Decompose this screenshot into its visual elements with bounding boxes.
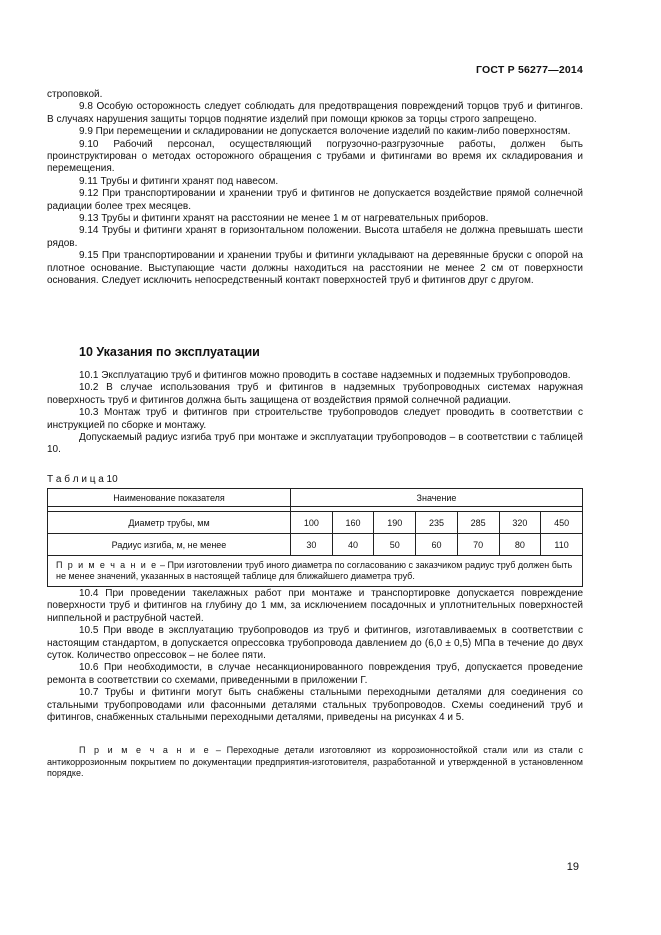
table-cell: 235 — [416, 512, 458, 534]
paragraph-9-9: 9.9 При перемещении и складировании не допускается волочение изделий по каким-либо поверхностям. — [79, 126, 571, 138]
standard-header: ГОСТ Р 56277—2014 — [475, 64, 583, 76]
header-value: Значение — [291, 489, 583, 507]
table-cell: 50 — [374, 534, 416, 556]
table-cell: 40 — [332, 534, 374, 556]
paragraph-10-7: 10.7 Трубы и фитинги могут быть снабжены стальными переходными деталями для соединения со стальными трубопроводами или фасонными деталями стальных трубопроводов. Схемы соединений труб и фитингов, снабженных стальными переходными деталями, приведены на рисунках 4 и 5. — [47, 687, 583, 724]
table-note-row — [48, 556, 583, 587]
paragraph-bend-radius: Допускаемый радиус изгиба труб при монтаже и эксплуатации трубопроводов – в соответствии с таблицей 10. — [47, 432, 583, 456]
table-cell: 60 — [416, 534, 458, 556]
table-cell: 100 — [291, 512, 333, 534]
table-cell: 285 — [457, 512, 499, 534]
table-header-row — [48, 489, 583, 507]
table-cell: 30 — [291, 534, 333, 556]
paragraph-10-5: 10.5 При вводе в эксплуатацию трубопроводов из труб и фитингов, изготавливаемых в соответствии с настоящим стандартом, в допускается опрессовка трубопровода давлением до (6,0 ± 0,5) МПа в течение до двух суток. Количество опрессовок – не более пяти. — [47, 625, 583, 662]
paragraph-10-3: 10.3 Монтаж труб и фитингов при строительстве трубопроводов следует проводить в соответствии с инструкцией по сборке и монтажу. — [47, 407, 583, 431]
table-10 — [47, 488, 583, 587]
table-cell: 110 — [541, 534, 583, 556]
table-note — [48, 556, 583, 587]
table-cell: 80 — [499, 534, 541, 556]
paragraph-10-4: 10.4 При проведении такелажных работ при монтаже и транспортировке допускается повреждение поверхности труб и фитингов на глубину до 1 мм, за исключением посадочных и уплотнительных поверхностей ниппельной и раструбной частей. — [47, 588, 583, 624]
final-note-label: П р и м е ч а н и е — [79, 745, 211, 755]
page-number: 19 — [566, 861, 579, 873]
paragraph-9-13: 9.13 Трубы и фитинги хранят на расстоянии не менее 1 м от нагревательных приборов. — [79, 213, 489, 225]
bottom-section — [47, 588, 583, 724]
paragraph-9-10: 9.10 Рабочий персонал, осуществляющий погрузочно-разгрузочные работы, должен быть проинструктирован о методах осторожного обращения с трубами и фитингами во время их складирования и перемещения. — [47, 138, 583, 175]
paragraph-10-6: 10.6 При необходимости, в случае несанкционированного повреждения труб, допускается проведение ремонта в соответствии со схемами, приведенными в приложении Г. — [47, 662, 583, 686]
paragraph-9-12: 9.12 При транспортировании и хранении труб и фитингов не допускается воздействие прямой солнечной радиации более трех месяцев. — [47, 188, 583, 212]
section-title: 10 Указания по эксплуатации — [79, 345, 260, 359]
final-note — [47, 745, 583, 780]
table-cell: 320 — [499, 512, 541, 534]
top-section — [47, 89, 583, 288]
row-label: Диаметр трубы, мм — [48, 512, 291, 534]
table-cell: 190 — [374, 512, 416, 534]
row-label: Радиус изгиба, м, не менее — [48, 534, 291, 556]
table-cell: 160 — [332, 512, 374, 534]
final-note-text: – Переходные детали изготовляют из коррозионностойкой стали или из стали с антикоррозионным покрытием по документации предприятия-изготовителя, разработанной и утвержденной в установленном порядке. — [47, 745, 584, 779]
paragraph-continuation: строповкой. — [47, 89, 103, 100]
paragraph-10-1: 10.1 Эксплуатацию труб и фитингов можно проводить в составе надземных и подземных трубопроводов. — [79, 370, 571, 381]
table-note-label: П р и м е ч а н и е — [56, 560, 158, 570]
paragraph-9-11: 9.11 Трубы и фитинги хранят под навесом. — [79, 175, 279, 187]
mid-section — [47, 370, 583, 457]
table-cell: 70 — [457, 534, 499, 556]
table-caption — [47, 474, 583, 486]
table-cell: 450 — [541, 512, 583, 534]
table-caption-text: Т а б л и ц а 10 — [47, 474, 118, 485]
paragraph-9-14: 9.14 Трубы и фитинги хранят в горизонтальном положении. Высота штабеля не должна превышать шести рядов. — [47, 225, 583, 249]
paragraph-9-15: 9.15 При транспортировании и хранении трубы и фитинги укладывают на деревянные бруски с опорой на плотное основание. Выступающие части должны находиться на расстоянии не менее 2 см от поверхности основания. Следует исключить непосредственный контакт поверхностей труб и фитингов друг с другом. — [47, 250, 583, 287]
table-row-radius — [48, 534, 583, 556]
table-row-diameter — [48, 512, 583, 534]
header-param: Наименование показателя — [48, 489, 291, 507]
paragraph-10-2: 10.2 В случае использования труб и фитингов в надземных трубопроводных системах наружная поверхность труб и фитингов должна быть защищена от воздействия прямой солнечной радиации. — [47, 382, 583, 406]
table-note-text: – При изготовлении труб иного диаметра по согласованию с заказчиком радиус труб должен быть не менее значений, указанных в настоящей таблице для ближайшего диаметра труб. — [56, 560, 573, 581]
paragraph-9-8: 9.8 Особую осторожность следует соблюдать для предотвращения повреждений торцов труб и фитингов. В случаях нарушения защиты торцов поднятие изделий при помощи крюков за торцы строго запрещено. — [47, 101, 583, 125]
